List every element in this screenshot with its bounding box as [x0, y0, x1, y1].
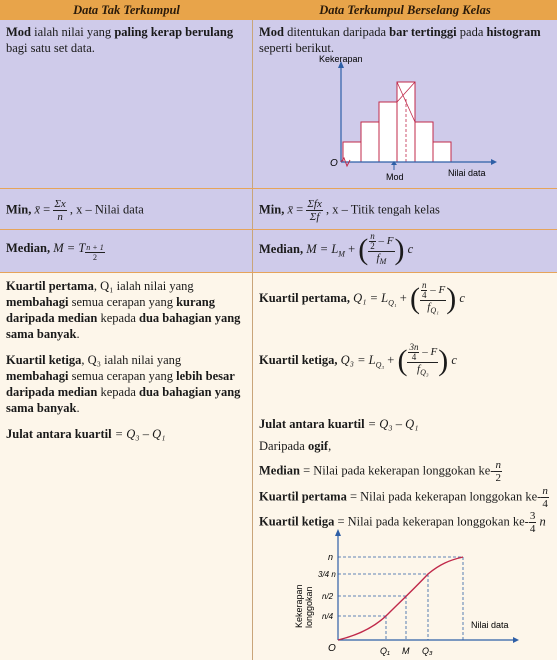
mean-right-term: Min, [259, 202, 285, 217]
mean-row [0, 189, 557, 229]
quartiles-right-cell [253, 273, 557, 660]
frac-num: 3n [409, 342, 419, 352]
paren-open: ( [409, 282, 420, 316]
q3-text: semua cerapan yang [68, 369, 177, 383]
frac-num: n [421, 280, 427, 290]
r-q3-expr: Q₃ = L [340, 352, 376, 367]
r-q1-term: Kuartil pertama, [259, 290, 350, 305]
frac-den-sub: Q₁ [430, 306, 439, 316]
kq3-text: = Nilai pada kekerapan longgokan ke- [334, 514, 529, 529]
minus-f: – F [427, 284, 446, 297]
q1-bold: membahagi [6, 295, 69, 309]
frac-num: n [542, 485, 548, 497]
mode-right-bold1: bar tertinggi [389, 25, 457, 39]
ogive-guides [338, 557, 463, 640]
mean-left-term: Min, [6, 202, 32, 217]
median-right-sub: M [338, 249, 345, 259]
hist-bar [415, 122, 433, 162]
r-q3-fraction [407, 343, 438, 379]
median-left-expr: M = T [53, 241, 86, 255]
q3-text: . [76, 401, 80, 415]
median-right-term: Median, [259, 241, 304, 256]
median-ogive-line [259, 459, 502, 484]
frac-den: n [57, 211, 63, 223]
hist-bar [379, 102, 397, 162]
class-width-c: c [451, 352, 457, 367]
ogive-ylabel2: longgokan [304, 586, 314, 628]
ogive-origin: O [328, 643, 336, 654]
hist-bar [433, 142, 451, 162]
frac-den: 4 [529, 523, 536, 535]
r-q3-term: Kuartil ketiga, [259, 352, 338, 367]
hist-x-arrow [491, 159, 497, 165]
mean-right-var: x̄ [287, 202, 294, 217]
iqr-right [259, 416, 419, 432]
header-ungrouped: Data Tak Terkumpul [0, 0, 254, 21]
mode-right-text3: seperti berikut. [259, 41, 334, 55]
kq1-text: = Nilai pada kekerapan longgokan ke- [346, 489, 542, 504]
q3-bold: membahagi [6, 369, 69, 383]
ytick-n2: n/2 [322, 592, 334, 601]
frac-den: f [427, 301, 431, 313]
ytick-34n: 3/4 n [318, 570, 336, 579]
ogive-x-arrow [513, 637, 519, 643]
q1-formula: Kuartil pertama, $Q_1 = L_{Q_1}$ + ( $\frac{n}{4}$ – F $f_{Q_1}$ ) c [259, 280, 465, 316]
frac-den: 2 [93, 253, 97, 262]
header-grouped: Data Terkumpul Berselang Kelas [253, 0, 557, 21]
q1-bold: kurang daripada median [6, 295, 215, 325]
mean-right-desc: , x – Titik tengah kelas [325, 202, 440, 217]
med-term: Median [259, 463, 300, 478]
q1-text: . [76, 327, 80, 341]
frac-num: n [495, 459, 501, 471]
ogive-chart [288, 528, 538, 660]
frac-den: 4 [411, 352, 417, 362]
median-right-cell: Median, $M = L_M$ + ( $\frac{n}{2}$ – F $f_M$ ) c [253, 230, 557, 272]
ogive-intro-bold: ogif [307, 439, 329, 453]
ytick-n4: n/4 [322, 612, 334, 621]
r-iqr-term: Julat antara kuartil [259, 417, 365, 431]
frac-den: Σf [309, 211, 320, 223]
ogive-intro-text: , [328, 439, 332, 453]
class-width-c: c [407, 241, 414, 256]
ogive-intro [259, 438, 331, 454]
median-right-expr: M = L [306, 241, 339, 256]
mean-right-fraction [306, 198, 322, 223]
mode-right-text2: pada [456, 25, 487, 39]
ogive-y-arrow [335, 529, 341, 536]
q3-text: kepada [97, 385, 139, 399]
q1-bold: dua bahagian yang sama banyak [6, 311, 241, 341]
q3-term: Kuartil ketiga [6, 353, 82, 367]
mode-left-text: ialah nilai yang [31, 25, 115, 39]
minus-f: – F [419, 346, 438, 359]
ytick-n: n [328, 552, 334, 562]
hist-bar [343, 142, 361, 162]
ogive-xlabel: Nilai data [471, 620, 509, 630]
q3-bold: lebih besar daripada median [6, 369, 235, 399]
mode-row [0, 20, 557, 188]
xtick-q1: Q₁ [380, 646, 390, 656]
hist-xlabel: Nilai data [448, 168, 486, 178]
hist-bar [361, 122, 379, 162]
q3-text: , Q₃ ialah nilai yang [81, 353, 182, 367]
mean-left-var: x̄ [34, 202, 41, 217]
frac-num: Σx [54, 198, 66, 210]
paren-close: ) [438, 344, 449, 378]
r-iqr-expr: = Q₃ – Q₁ [364, 417, 419, 431]
mode-term: Mod [6, 25, 31, 39]
paren-open: ( [358, 233, 369, 267]
r-q1-fraction [420, 281, 446, 317]
kq3-term: Kuartil ketiga [259, 514, 335, 529]
r-q1-sub: Q₁ [388, 298, 397, 308]
median-row [0, 230, 557, 272]
q1-text: kepada [97, 311, 139, 325]
paren-open: ( [397, 344, 408, 378]
r-q3-sub: Q₃ [375, 360, 385, 370]
ogive-ylabel1: Kekerapan [294, 584, 304, 628]
median-left-subfraction [85, 243, 104, 262]
q1-ogive-line [259, 485, 549, 510]
frac-num: 3 [529, 510, 536, 522]
frac-num: n [370, 231, 375, 241]
kq3-tail: n [536, 514, 546, 529]
frac-den-sub: M [379, 257, 387, 267]
med-text: = Nilai pada kekerapan longgokan ke- [299, 463, 495, 478]
xtick-m: M [402, 646, 410, 656]
frac-den: 4 [542, 498, 548, 510]
frac-den: f [417, 363, 421, 375]
frac-den: 2 [495, 472, 501, 484]
frac-den: f [376, 252, 380, 264]
class-width-c: c [459, 290, 465, 305]
mode-right-text1: ditentukan daripada [284, 25, 390, 39]
hist-mode-label: Mod [386, 172, 404, 182]
iqr-term: Julat antara kuartil [6, 427, 112, 441]
xtick-q3: Q₃ [422, 646, 433, 656]
histogram-chart [313, 52, 513, 182]
minus-f: – F [375, 235, 394, 248]
quartiles-left-cell [0, 273, 253, 660]
frac-num: n + 1 [86, 243, 104, 252]
inner-fraction [408, 343, 419, 362]
frac-den-sub: Q₃ [420, 368, 429, 378]
hist-origin: O [330, 158, 338, 169]
q1-text: semua cerapan yang [68, 295, 177, 309]
median-left-term: Median, [6, 241, 51, 255]
iqr-expr: = Q₃ – Q₁ [111, 427, 166, 441]
q3-bold: dua bahagian yang sama banyak [6, 385, 241, 415]
r-q1-expr: Q₁ = L [353, 290, 389, 305]
q1-definition [6, 278, 246, 342]
mean-left-desc: , x – Nilai data [69, 202, 144, 217]
kq1-term: Kuartil pertama [259, 489, 347, 504]
frac-den: 4 [421, 290, 427, 300]
mode-left-bold: paling kerap berulang [114, 25, 234, 39]
hist-ylabel: Kekerapan [319, 54, 363, 64]
ogive-intro-text: Daripada [259, 439, 308, 453]
mean-left-cell: Min, x̄ = $\frac{\Sigma x}{n}$ , x – Nilai data [0, 189, 253, 229]
q3-definition [6, 352, 246, 416]
median-right-fraction [368, 232, 394, 268]
mean-left-fraction [53, 198, 66, 223]
q3-formula: Kuartil ketiga, $Q_3 = L_{Q_3}$ + ( $\frac{3n}{4}$ – F $f_{Q_3}$ ) c [259, 342, 457, 378]
q1-term: Kuartil pertama [6, 279, 94, 293]
median-left-cell [0, 230, 253, 272]
kq1-fraction [541, 485, 549, 510]
paren-close: ) [446, 282, 457, 316]
q1-text: , Q₁ ialah nilai yang [93, 279, 194, 293]
med-fraction [494, 459, 502, 484]
mode-left-text2: bagi satu set data. [6, 41, 95, 55]
mean-right-cell: Min, x̄ = $\frac{\text{Σfx}}{\Sigma f}$ , x – Titik tengah kelas [253, 189, 557, 229]
frac-num: Σfx [307, 198, 322, 210]
mode-right-term: Mod [259, 25, 284, 39]
paren-close: ) [394, 233, 405, 267]
ogive-curve [338, 557, 463, 640]
mode-left-cell [0, 20, 253, 188]
mode-right-cell [253, 20, 557, 188]
iqr-left [6, 426, 246, 442]
quartiles-row [0, 273, 557, 660]
frac-den: 2 [370, 241, 375, 251]
mode-right-bold2: histogram [486, 25, 541, 39]
